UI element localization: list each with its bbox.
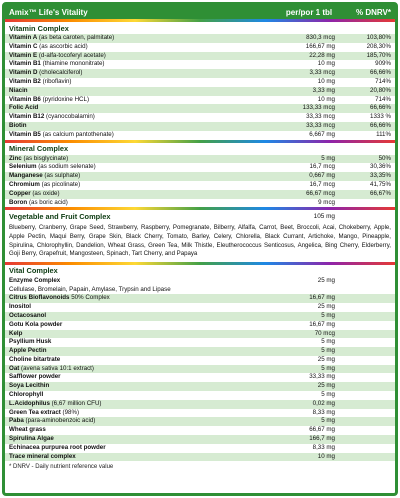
table-row [5,43,395,52]
nutrient-name: Wheat grass [9,426,46,434]
table-row [5,347,395,356]
nutrient-name: Vitamin B6 [9,95,41,103]
nutrient-note: (as beta caroten, palmitate) [37,34,115,41]
nutrient-name: Vitamin A [9,34,38,41]
nutrient-note: (as calcium pantothenate) [40,130,114,138]
vegetable-header [5,210,395,222]
nutrient-amount: 166,7 mg [309,435,335,443]
nutrient-amount: 33,33 mg [309,373,335,381]
nutrient-amount: 22,28 mg [309,51,335,59]
table-row [5,373,395,382]
nutrient-amount: 6,667 mg [309,130,335,138]
enzyme-name: Enzyme Complex [9,276,61,284]
nutrient-amount: 25 mg [317,382,335,390]
nutrient-dnrv: 66,66% [370,69,391,77]
nutrient-amount: 25 mg [317,303,335,311]
table-row [5,131,395,140]
table-row [5,78,395,87]
product-title: Amix™ Life's Vitality [9,7,88,17]
table-row [5,181,395,190]
enzyme-complex-row [5,277,395,286]
mineral-table [5,155,395,208]
nutrient-name: Trace mineral complex [9,452,76,460]
section-title-minerals: Mineral Complex [5,143,395,155]
nutrient-name: Psyllium Husk [9,338,52,346]
nutrient-note: (avena sativa 10:1 extract) [19,364,94,372]
table-row [5,60,395,69]
nutrient-dnrv: 714% [375,77,391,85]
nutrient-name: Boron [9,198,28,206]
nutrient-amount: 8,33 mg [312,408,335,416]
table-row [5,409,395,418]
table-row [5,426,395,435]
nutrient-note: (as sodium selenate) [36,163,96,171]
nutrient-name: Manganese [9,172,43,180]
nutrient-name: Spirulina Algae [9,435,54,443]
table-row [5,155,395,164]
nutrient-dnrv: 20,80% [370,86,391,94]
nutrient-name: Vitamin B1 [9,60,41,68]
nutrient-amount: 5 mg [321,417,335,425]
nutrient-amount: 10 mg [317,77,335,85]
nutrient-note: (as sulphate) [42,172,81,180]
nutrient-name: Citrus Bioflavonoids [9,294,70,302]
table-row [5,391,395,400]
nutrient-amount: 10 mg [317,60,335,68]
nutrient-amount: 66,67 mcg [306,189,335,197]
nutrient-dnrv: 66,67% [370,189,391,197]
vital-table [5,294,395,461]
vitamin-table [5,34,395,140]
nutrient-note: (para-aminobenzoic acid) [23,417,96,425]
nutrient-name: Soya Lecithin [9,382,50,390]
vegetable-amount: 105 mg [313,212,335,220]
nutrient-amount: 3,33 mg [312,86,335,94]
nutrient-name: Zinc [9,154,22,162]
nutrient-name: Vitamin B12 [9,113,45,121]
table-row [5,122,395,131]
nutrient-note: (as picolinate) [39,180,81,188]
nutrient-amount: 166,67 mg [305,42,335,50]
footnote: * DNRV - Daily nutrient reference value [9,464,114,471]
nutrient-name: Vitamin B5 [9,130,41,138]
nutrient-amount: 16,67 mg [309,294,335,302]
nutrient-name: Vitamin E [9,51,38,59]
section-title-vitamins: Vitamin Complex [5,22,395,34]
table-row [5,199,395,208]
nutrient-dnrv: 66,66% [370,104,391,112]
nutrient-dnrv: 1333 % [370,113,391,121]
nutrient-amount: 33,33 mcg [306,121,335,129]
nutrient-name: Kelp [9,329,23,337]
nutrient-amount: 3,33 mcg [309,69,335,77]
nutrient-amount: 5 mg [321,311,335,319]
table-row [5,453,395,462]
nutrient-note: (cholecalciferol) [37,69,83,77]
nutrient-note: (6,67 million CFU) [49,399,102,407]
nutrient-dnrv: 66,66% [370,121,391,129]
nutrient-name: Vitamin B2 [9,77,41,85]
nutrient-amount: 16,7 mcg [309,180,335,188]
nutrient-name: Octacosanol [9,311,47,319]
nutrient-amount: 25 mg [317,355,335,363]
nutrient-dnrv: 208,30% [366,42,391,50]
nutrition-label [2,2,398,496]
nutrient-name: Choline bitartrate [9,355,61,363]
nutrient-amount: 0,02 mg [312,399,335,407]
table-row [5,190,395,199]
table-row [5,365,395,374]
table-row [5,435,395,444]
enzyme-description: Cellulase, Bromelain, Papain, Amylase, Trypsin and Lipase [9,285,171,293]
table-row [5,382,395,391]
table-row [5,87,395,96]
nutrient-name: Vitamin D [9,69,38,77]
nutrient-amount: 70 mcg [314,329,335,337]
nutrient-amount: 133,33 mcg [302,104,335,112]
nutrient-name: Safflower powder [9,373,61,381]
nutrient-name: Folic Acid [9,104,39,112]
table-row [5,338,395,347]
nutrient-amount: 10 mg [317,452,335,460]
nutrient-amount: 5 mg [321,154,335,162]
nutrient-amount: 16,67 mg [309,320,335,328]
table-row [5,444,395,453]
nutrient-name: L.Acidophilus [9,399,50,407]
nutrient-amount: 5 mg [321,364,335,372]
nutrient-dnrv: 33,35% [370,172,391,180]
table-row [5,113,395,122]
nutrient-dnrv: 185,70% [366,51,391,59]
section-title-vital: Vital Complex [5,265,395,277]
nutrient-note: (d-alfa-tocoferyl acetate) [37,51,106,59]
table-row [5,303,395,312]
table-row [5,330,395,339]
nutrient-name: Oat [9,364,20,372]
nutrient-amount: 5 mg [321,391,335,399]
nutrient-name: Chlorophyll [9,391,44,399]
table-row [5,400,395,409]
nutrient-note: 50% Complex [69,294,110,302]
table-row [5,96,395,105]
nutrient-name: Gotu Kola powder [9,320,63,328]
nutrient-amount: 9 mcg [318,198,335,206]
nutrient-note: (98%) [60,408,80,416]
table-row [5,69,395,78]
dnrv-heading: % DNRV* [356,7,391,17]
nutrient-amount: 0,667 mg [309,172,335,180]
table-row [5,163,395,172]
nutrient-amount: 16,7 mcg [309,163,335,171]
nutrient-note: (as boric acid) [27,198,68,206]
table-row [5,312,395,321]
nutrient-dnrv: 103,80% [366,34,391,41]
nutrient-name: Niacin [9,86,28,94]
nutrient-note: (as oxide) [30,189,60,197]
nutrient-dnrv: 41,75% [370,180,391,188]
nutrient-name: Vitamin C [9,42,38,50]
vegetable-ingredients: Blueberry, Cranberry, Grape Seed, Strawberry, Raspberry, Pomegranate, Bilberry, Alfalfa, Carrot, Beet, Broccoli, Acai, Chokeberry, Apple, Apple Pectin, Maqui Berry, Grape Skin, Black Cherry, Tomato, Barley, Celery, Chlorella, Black Currant, Artichoke, Mango, Pineapple, Spirulina, Chlorophyllin, Dandelion, Wheat Grass, Green Tea, Milk Thistle, Eleutherococcus Senticosus, Angelica, Bing Cherry, Elderberry, Goji Berry, Grapefruit, Mangosteen, Spinach, Tart Cherry, and Papaya [5,222,395,261]
nutrient-name: Chromium [9,180,40,188]
nutrient-note: (pyridoxine HCL) [40,95,90,103]
nutrient-name: Inositol [9,303,31,311]
nutrient-dnrv: 909% [375,60,391,68]
nutrient-dnrv: 50% [378,154,391,162]
table-row [5,321,395,330]
nutrient-name: Apple Pectin [9,347,47,355]
nutrient-amount: 10 mg [317,95,335,103]
nutrient-amount: 33,33 mcg [306,113,335,121]
table-row [5,417,395,426]
nutrient-name: Biotin [9,121,27,129]
nutrient-name: Selenium [9,163,37,171]
nutrient-name: Echinacea purpurea root powder [9,443,106,451]
nutrient-amount: 830,3 mcg [306,34,335,41]
nutrient-name: Copper [9,189,31,197]
nutrient-note: (thiamine mononitrate) [40,60,105,68]
nutrient-dnrv: 30,36% [370,163,391,171]
table-row [5,172,395,181]
nutrient-note: (as bisglycinate) [21,154,69,162]
nutrient-amount: 66,67 mg [309,426,335,434]
table-row [5,52,395,61]
nutrient-note: (riboflavin) [40,77,72,85]
table-row [5,34,395,43]
nutrient-amount: 8,33 mg [312,443,335,451]
nutrient-dnrv: 714% [375,95,391,103]
table-row [5,356,395,365]
nutrient-name: Paba [9,417,24,425]
per-serving-heading: per/por 1 tbl [285,7,333,17]
nutrient-amount: 5 mg [321,347,335,355]
nutrient-note: (cyanocobalamin) [44,113,95,121]
enzyme-amount: 25 mg [317,276,335,284]
table-row [5,294,395,303]
table-row [5,104,395,113]
nutrient-dnrv: 111% [376,130,391,138]
label-header [5,5,395,19]
nutrient-name: Green Tea extract [9,408,61,416]
nutrient-amount: 5 mg [321,338,335,346]
nutrient-note: (as ascorbic acid) [37,42,88,50]
section-title-vegetable: Vegetable and Fruit Complex [9,211,111,221]
